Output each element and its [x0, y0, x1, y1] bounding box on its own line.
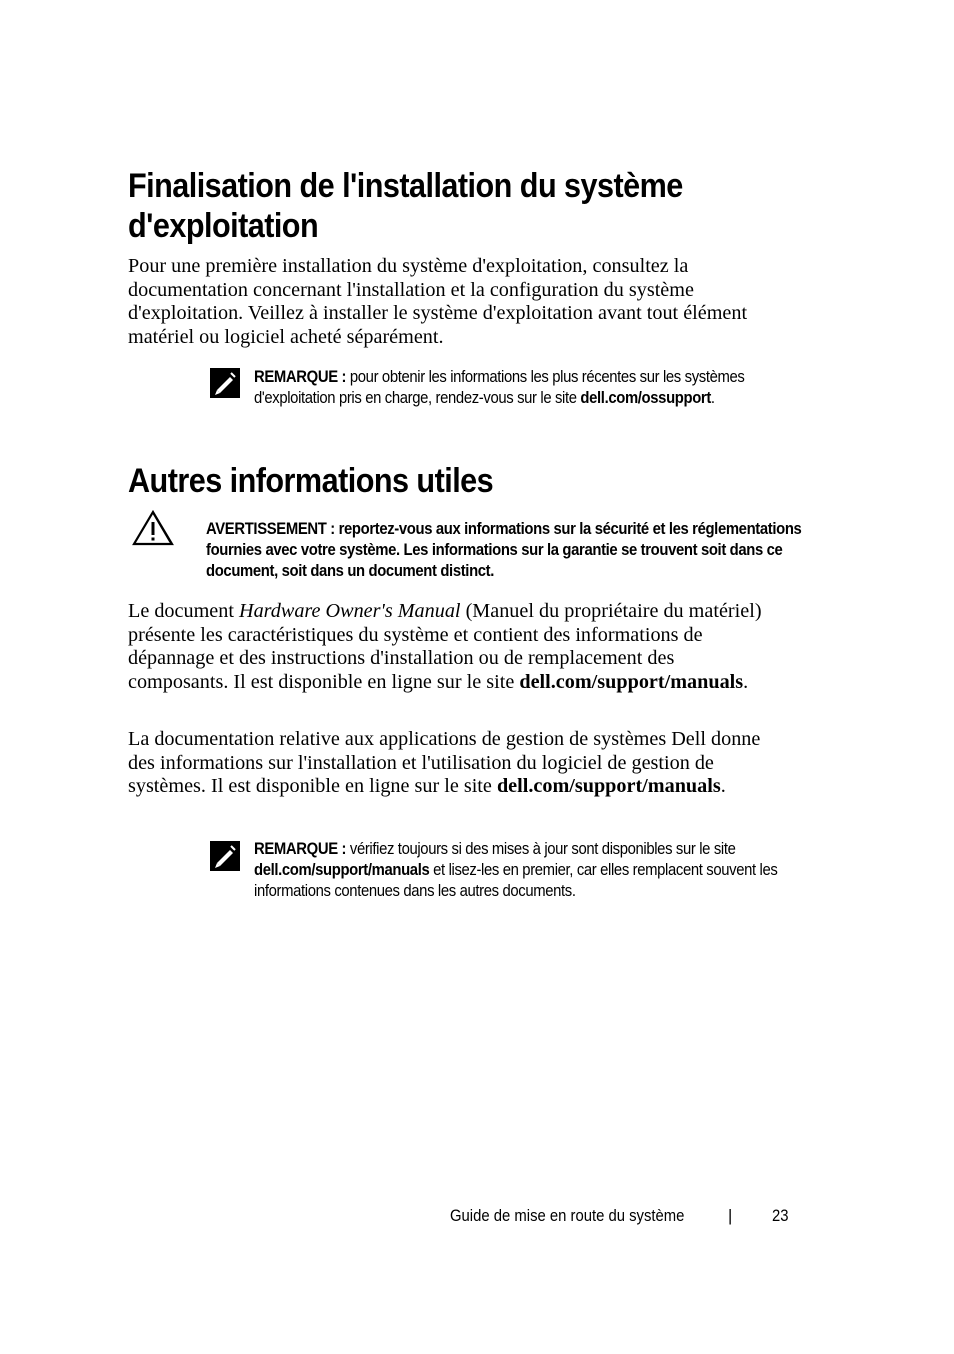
manual-title: Hardware Owner's Manual — [239, 600, 461, 622]
note-label: REMARQUE : — [254, 840, 347, 858]
note-os-support — [254, 367, 874, 409]
note-text: vérifiez toujours si des mises à jour sont disponibles sur le site — [346, 840, 736, 858]
warning-block — [206, 519, 896, 582]
hardware-manual-paragraph — [128, 600, 778, 694]
note-label: REMARQUE : — [254, 368, 347, 386]
footer-separator: | — [728, 1207, 733, 1225]
note-pencil-icon — [210, 841, 240, 871]
section-title-autres-informations: Autres informations utiles — [128, 462, 494, 500]
note-text: pour obtenir les informations les plus récentes sur les systèmes d'exploitation pris en charge, rendez-vous sur le site — [254, 368, 745, 407]
paragraph-end: . — [743, 670, 749, 693]
page-number: 23 — [772, 1207, 789, 1225]
warning-triangle-icon — [132, 510, 174, 546]
title-line-1: Finalisation de l'installation du système — [128, 167, 683, 205]
title-line-2: d'exploitation — [128, 207, 319, 245]
note-updates — [254, 839, 864, 902]
manuals-link[interactable]: dell.com/support/manuals — [519, 670, 744, 693]
manuals-link[interactable]: dell.com/support/manuals — [496, 775, 721, 798]
note-pencil-icon — [210, 368, 240, 398]
paragraph-end: . — [720, 775, 726, 798]
footer-title: Guide de mise en route du système — [450, 1207, 685, 1225]
note-text: et lisez-les en premier, car elles remplacent souvent les informations contenues dans les autres documents. — [254, 861, 778, 900]
management-docs-paragraph — [128, 728, 778, 799]
paragraph-text: La documentation relative aux applications de gestion de systèmes Dell donne des informations sur l'installation et l'utilisation du logiciel de gestion de systèmes. Il est disponible en ligne sur le site — [128, 728, 761, 798]
manuals-link[interactable]: dell.com/support/manuals — [254, 861, 430, 879]
paragraph-text: Le document — [128, 600, 239, 622]
paragraph-text: (Manuel du propriétaire du matériel) présente les caractéristiques du système et contient des informations de dépannage et des instructions d'installation ou de remplacement des composants. Il est disponible en ligne sur le site — [128, 600, 762, 693]
note-end: . — [710, 389, 715, 407]
ossupport-link[interactable]: dell.com/ossupport — [580, 389, 711, 407]
intro-paragraph: Pour une première installation du système d'exploitation, consultez la documentation concernant l'installation et la configuration du système d'exploitation. Veillez à installer le système d'exploitation avant tout élément matériel ou logiciel acheté séparément. — [128, 255, 748, 348]
warning-text: AVERTISSEMENT : reportez-vous aux informations sur la sécurité et les réglementations fournies avec votre système. Les informations sur la garantie se trouvent soit dans ce document, soit dans un document distinct. — [206, 520, 802, 580]
section-title-finalisation — [128, 166, 758, 246]
